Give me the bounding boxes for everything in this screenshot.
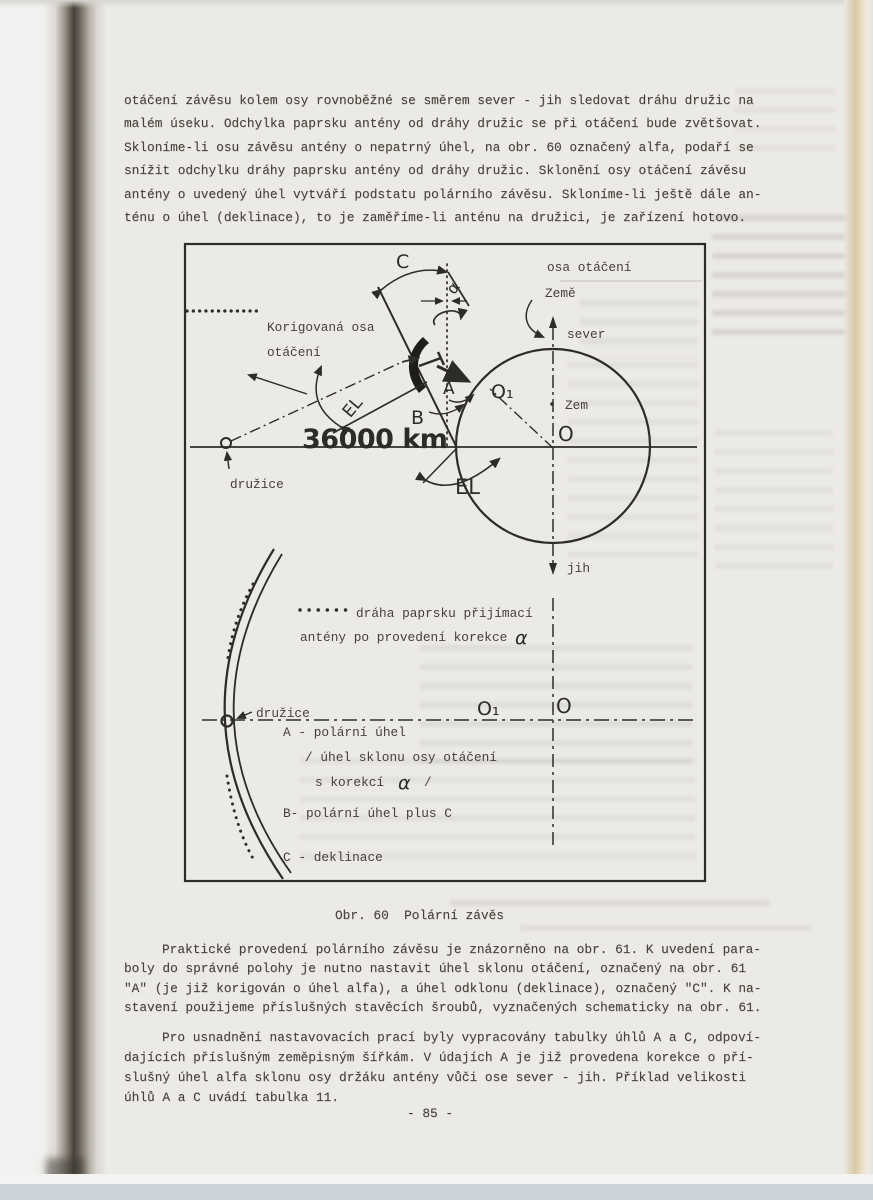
- legend-a3: s korekcí: [315, 775, 385, 790]
- axis-label-earth: Země: [545, 286, 576, 301]
- satellite-label: družice: [230, 477, 284, 492]
- page-number: - 85 -: [407, 1106, 454, 1121]
- alpha-label: α: [515, 627, 528, 649]
- o1-label: O₁: [491, 381, 514, 403]
- legend-b: B- polární úhel plus C: [283, 806, 452, 821]
- satellite-pointer: [227, 453, 229, 469]
- figure-frame: [185, 244, 705, 881]
- angle-c-label: C: [396, 251, 410, 273]
- center-o-label: O: [556, 694, 572, 718]
- elevation-label-left: EL: [338, 393, 368, 422]
- distance-label: 36000 km: [302, 424, 448, 455]
- body-text-line: snížit odchylku dráhy paprsku antény od dráhy družic. Sklonění osy otáčení závěsu: [124, 163, 747, 179]
- elevation-label-bottom: EL: [455, 475, 480, 499]
- south-label: jih: [567, 561, 591, 576]
- satellite-dot: [222, 716, 233, 727]
- angle-b-arc: [429, 405, 463, 414]
- legend-a: A - polární úhel: [283, 725, 406, 740]
- body-text-line: ténu o úhel (deklinace), to je zaměříme-li anténu na družici, je zařízení hotovo.: [124, 210, 747, 226]
- body-text-line: otáčení závěsu kolem osy rovnoběžné se směrem sever - jih sledovat dráhu družic na: [124, 93, 754, 108]
- angle-b-label: B: [411, 407, 425, 429]
- body-text-line: antény o uvedený úhel vytváří podstatu polárního závěsu. Skloníme-li ještě dále an-: [124, 186, 762, 202]
- satellite-label: družice: [256, 706, 310, 721]
- body-text-line: Skloníme-li osu závěsu antény o nepatrný úhel, na obr. 60 označený alfa, podaří se: [124, 139, 754, 155]
- paragraph-2: [124, 940, 761, 1017]
- beam-legend-line1: dráha paprsku přijímací: [356, 606, 533, 621]
- alpha-label: α: [398, 772, 411, 794]
- body-text-line: dajících příslušným zeměpisným šířkám. V údajích A je již provedena korekce o pří-: [124, 1050, 754, 1065]
- south-arrowhead: [549, 563, 557, 575]
- corrected-axis-label2: otáčení: [267, 345, 321, 360]
- axis-pointer-arrow: [526, 300, 543, 337]
- axis-label: osa otáčení: [547, 260, 632, 275]
- body-text-line: slušný úhel alfa sklonu osy držáku antény vůči ose sever - jih. Příklad velikosti: [124, 1070, 747, 1085]
- earth-label: Zem: [565, 398, 589, 413]
- angle-a-label: A: [443, 379, 455, 399]
- center-o-label: O: [558, 422, 574, 446]
- body-text-line: boly do správné polohy je nutno nastavit úhel sklonu otáčení, označený na obr. 61: [124, 961, 747, 977]
- legend-a2: / úhel sklonu osy otáčení: [305, 750, 497, 765]
- earth-center-dot: [550, 402, 554, 406]
- corrected-axis-label: Korigovaná osa: [267, 320, 375, 335]
- stray-arrow: [249, 375, 307, 394]
- body-text-line: Pro usnadnění nastavovacích prací byly vypracovány tabulky úhlů A a C, odpoví-: [162, 1030, 761, 1045]
- legend-a3-close: /: [424, 775, 432, 790]
- angle-c-arc: [381, 270, 446, 290]
- beam-legend-line2: antény po provedení korekce: [300, 630, 508, 645]
- satellite-pointer: [238, 712, 252, 718]
- legend-c: C - deklinace: [283, 850, 383, 865]
- elevation-arc-left: [316, 367, 341, 427]
- north-label: sever: [567, 327, 606, 342]
- o1-label: O₁: [477, 698, 500, 720]
- north-arrowhead: [549, 316, 557, 328]
- body-text-line: Praktické provedení polárního závěsu je znázorněno na obr. 61. K uvedení para-: [162, 942, 761, 957]
- paragraph-3: [124, 1028, 761, 1108]
- beam-path-dotted-bottom: [227, 776, 255, 862]
- beam-axis-arrow: [437, 366, 466, 380]
- body-text-line: malém úseku. Odchylka paprsku antény od dráhy družic se při otáčení bude zvětšovat.: [124, 116, 762, 132]
- figure-caption: Obr. 60 Polární závěs: [335, 908, 504, 923]
- body-text-line: úhlů A a C uvádí tabulka 11.: [124, 1090, 340, 1105]
- body-text-line: stavení použijeme příslušných stavěcích šroubů, vyznačených schematicky na obr. 61.: [124, 999, 762, 1015]
- body-text-line: "A" (je již korigován o úhel alfa), a úhel odklonu (deklinace), označený "C". K na-: [124, 980, 762, 996]
- alpha-label: α: [442, 278, 464, 298]
